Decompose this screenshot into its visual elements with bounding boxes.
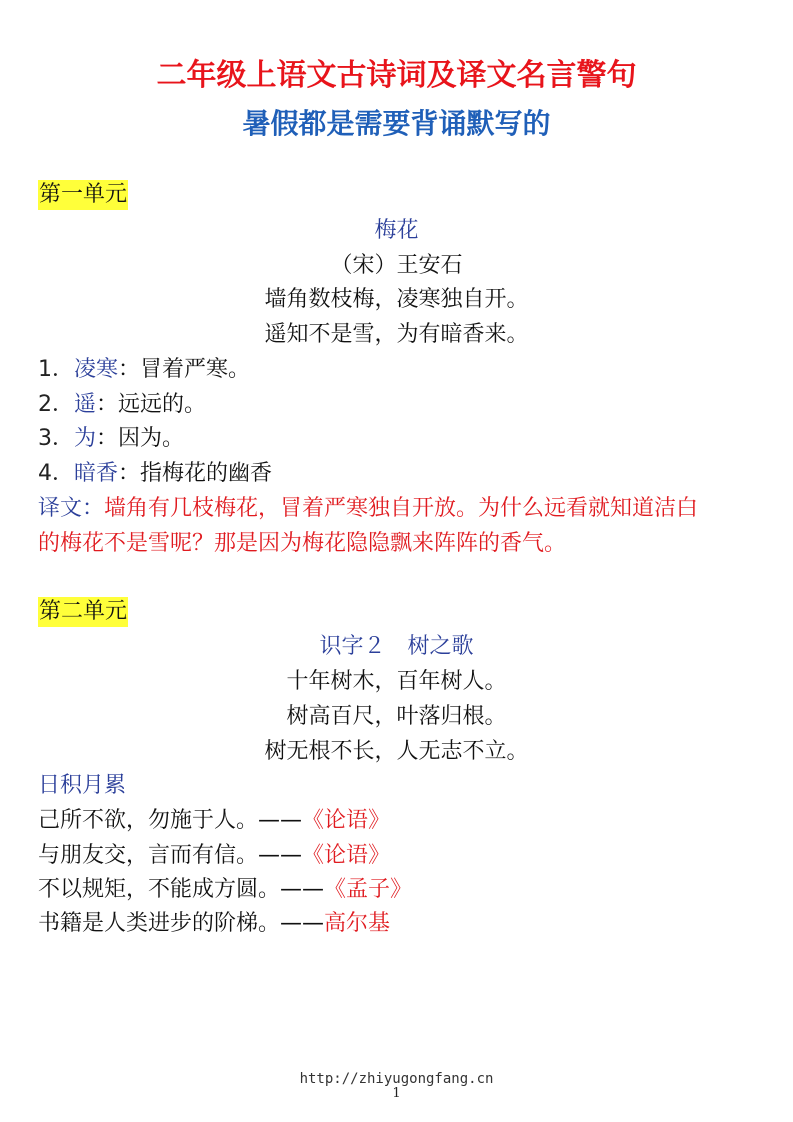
quote-2: [38, 841, 390, 871]
note-term: 为: [74, 426, 97, 451]
footer-url: http://zhiyugongfang.cn: [299, 1071, 494, 1087]
quote-1: [38, 806, 390, 836]
note-number: 3．: [38, 426, 74, 451]
unit1-translation-line-2: 的梅花不是雪呢？那是因为梅花隐隐飘来阵阵的香气。: [38, 531, 567, 556]
note-definition: 因为。: [118, 426, 185, 451]
unit1-note-3: [38, 424, 184, 454]
note-number: 2．: [38, 392, 74, 417]
note-separator: ：: [96, 426, 119, 451]
note-separator: ：: [96, 392, 119, 417]
note-term: 遥: [74, 392, 97, 417]
quote-source: 《论语》: [302, 843, 391, 868]
page-number: 1: [392, 1086, 401, 1101]
note-term: 凌寒: [74, 357, 119, 382]
translation-label: 译文：: [38, 496, 105, 521]
page-title: 二年级上语文古诗词及译文名言警句: [156, 58, 637, 93]
unit2-label: 第二单元: [38, 597, 128, 627]
quote-source: 高尔基: [324, 911, 391, 936]
unit1-note-2: [38, 390, 206, 420]
quote-text: 书籍是人类进步的阶梯。——: [38, 911, 325, 936]
quote-source: 《论语》: [302, 808, 391, 833]
unit2-poem-line-3: 树无根不长，人无志不立。: [264, 739, 529, 764]
note-number: 1．: [38, 357, 74, 382]
note-term: 暗香: [74, 461, 119, 486]
quote-text: 不以规矩，不能成方圆。——: [38, 877, 325, 902]
note-definition: 指梅花的幽香: [140, 461, 273, 486]
quote-3: [38, 875, 412, 905]
note-number: 4．: [38, 461, 74, 486]
unit1-note-4: [38, 459, 272, 489]
note-definition: 冒着严寒。: [140, 357, 251, 382]
unit1-poem-line-1: 墙角数枝梅，凌寒独自开。: [264, 287, 529, 312]
unit1-note-1: [38, 355, 250, 385]
quote-source: 《孟子》: [324, 877, 413, 902]
note-separator: ：: [118, 357, 141, 382]
unit2-poem-title: 识字２ 树之歌: [319, 634, 474, 659]
quote-text: 己所不欲，勿施于人。——: [38, 808, 303, 833]
note-separator: ：: [118, 461, 141, 486]
unit1-poem-line-2: 遥知不是雪，为有暗香来。: [264, 322, 529, 347]
quote-text: 与朋友交，言而有信。——: [38, 843, 303, 868]
quote-4: [38, 909, 390, 939]
page-subtitle: 暑假都是需要背诵默写的: [242, 107, 551, 140]
unit1-label: 第一单元: [38, 180, 128, 210]
unit1-poem-author: （宋）王安石: [330, 253, 463, 278]
unit2-poem-line-1: 十年树木，百年树人。: [286, 669, 507, 694]
unit2-section-title: 日积月累: [38, 773, 127, 798]
translation-text: 墙角有几枝梅花，冒着严寒独自开放。为什么远看就知道洁白: [104, 496, 699, 521]
unit2-poem-line-2: 树高百尺，叶落归根。: [286, 704, 507, 729]
note-definition: 远远的。: [118, 392, 207, 417]
unit1-poem-title: 梅花: [374, 218, 419, 243]
unit1-translation-line-1: [38, 494, 698, 524]
